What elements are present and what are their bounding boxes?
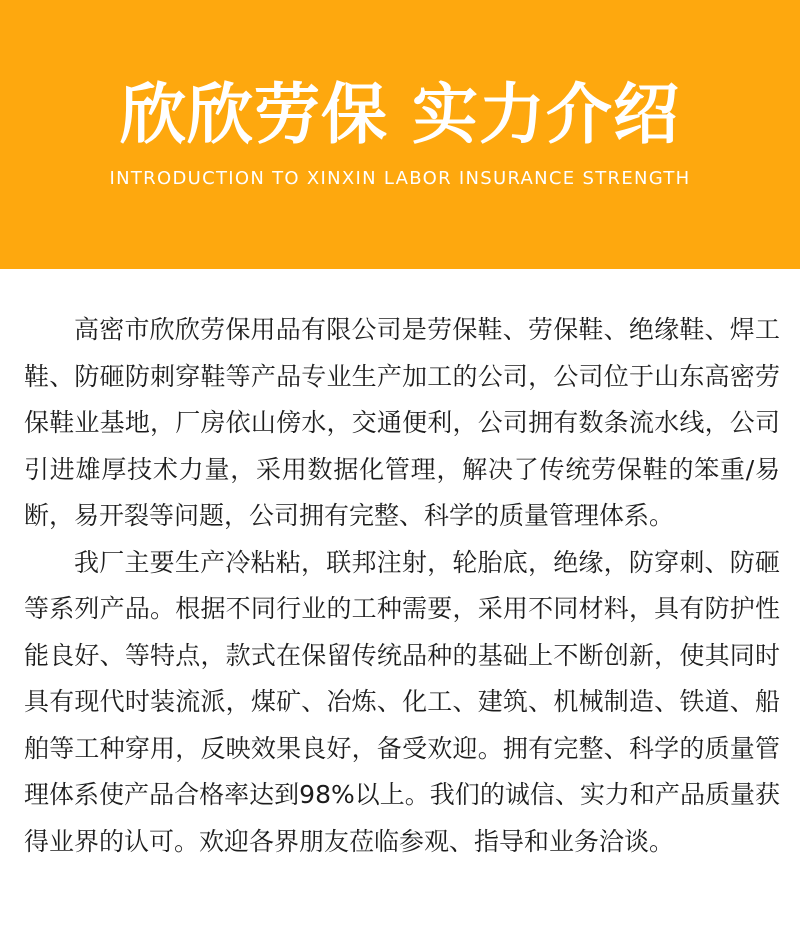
page-title: 欣欣劳保 实力介绍: [120, 76, 680, 153]
intro-paragraph-2: 我厂主要生产冷粘粘，联邦注射，轮胎底，绝缘，防穿刺、防砸等系列产品。根据不同行业的工种需要，采用不同材料，具有防护性能良好、等特点，款式在保留传统品种的基础上不断创新，使其同时具有现代时装流派，煤矿、冶炼、化工、建筑、机械制造、铁道、船舶等工种穿用，反映效果良好，备受欢迎。拥有完整、科学的质量管理体系使产品合格率达到98%以上。我们的诚信、实力和产品质量获得业界的认可。欢迎各界朋友莅临参观、指导和业务洽谈。: [24, 547, 780, 856]
intro-paragraph-1: 高密市欣欣劳保用品有限公司是劳保鞋、劳保鞋、绝缘鞋、焊工鞋、防砸防刺穿鞋等产品专业生产加工的公司，公司位于山东高密劳保鞋业基地，厂房依山傍水，交通便利，公司拥有数条流水线，公司引进雄厚技术力量，采用数据化管理，解决了传统劳保鞋的笨重/易断，易开裂等问题，公司拥有完整、科学的质量管理体系。: [24, 315, 780, 530]
company-introduction: [24, 307, 780, 865]
header-banner: [0, 0, 800, 269]
page-subtitle: INTRODUCTION TO XINXIN LABOR INSURANCE STRENGTH: [109, 168, 691, 189]
